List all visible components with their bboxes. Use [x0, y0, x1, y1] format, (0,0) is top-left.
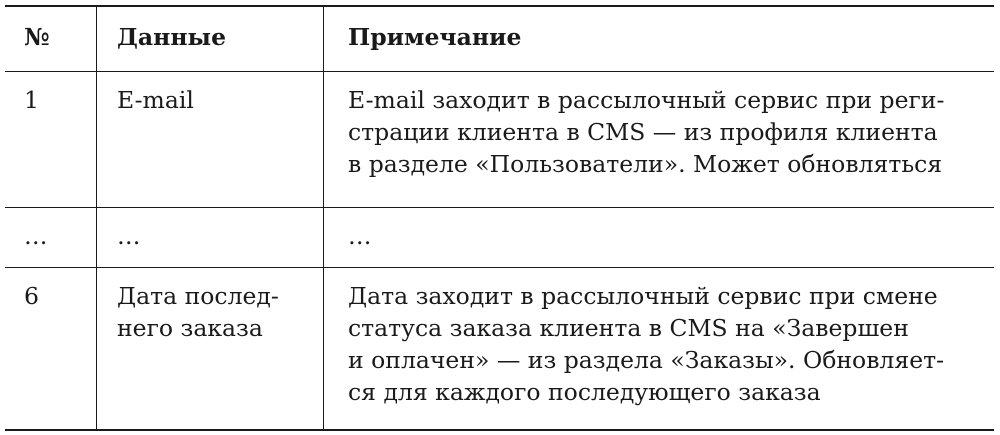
- row-data: …: [96, 208, 323, 267]
- row-note: Дата заходит в рассылочный сервис при смене статуса заказа клиента в CMS на «Завершен и оплачен» — из раздела «Заказы». Обновляет- ся для каждого последующего заказа: [323, 268, 994, 431]
- table-row: [5, 71, 994, 207]
- data-table: [5, 5, 994, 431]
- row-number: …: [24, 222, 48, 250]
- table-row: [5, 207, 994, 267]
- header-data: Данные: [96, 7, 323, 71]
- header-number: №: [24, 23, 50, 51]
- table-header-row: [5, 7, 994, 71]
- table-row: [5, 267, 994, 431]
- row-data: E-mail: [96, 72, 323, 207]
- row-data: Дата послед- него заказа: [96, 268, 323, 431]
- row-number: 6: [24, 282, 39, 310]
- header-note: Примечание: [323, 7, 994, 71]
- row-number: 1: [24, 86, 39, 114]
- row-note: E-mail заходит в рассылочный сервис при реги- страции клиента в CMS — из профиля клиента в разделе «Пользователи». Может обновляться: [323, 72, 994, 207]
- row-note: …: [323, 208, 994, 267]
